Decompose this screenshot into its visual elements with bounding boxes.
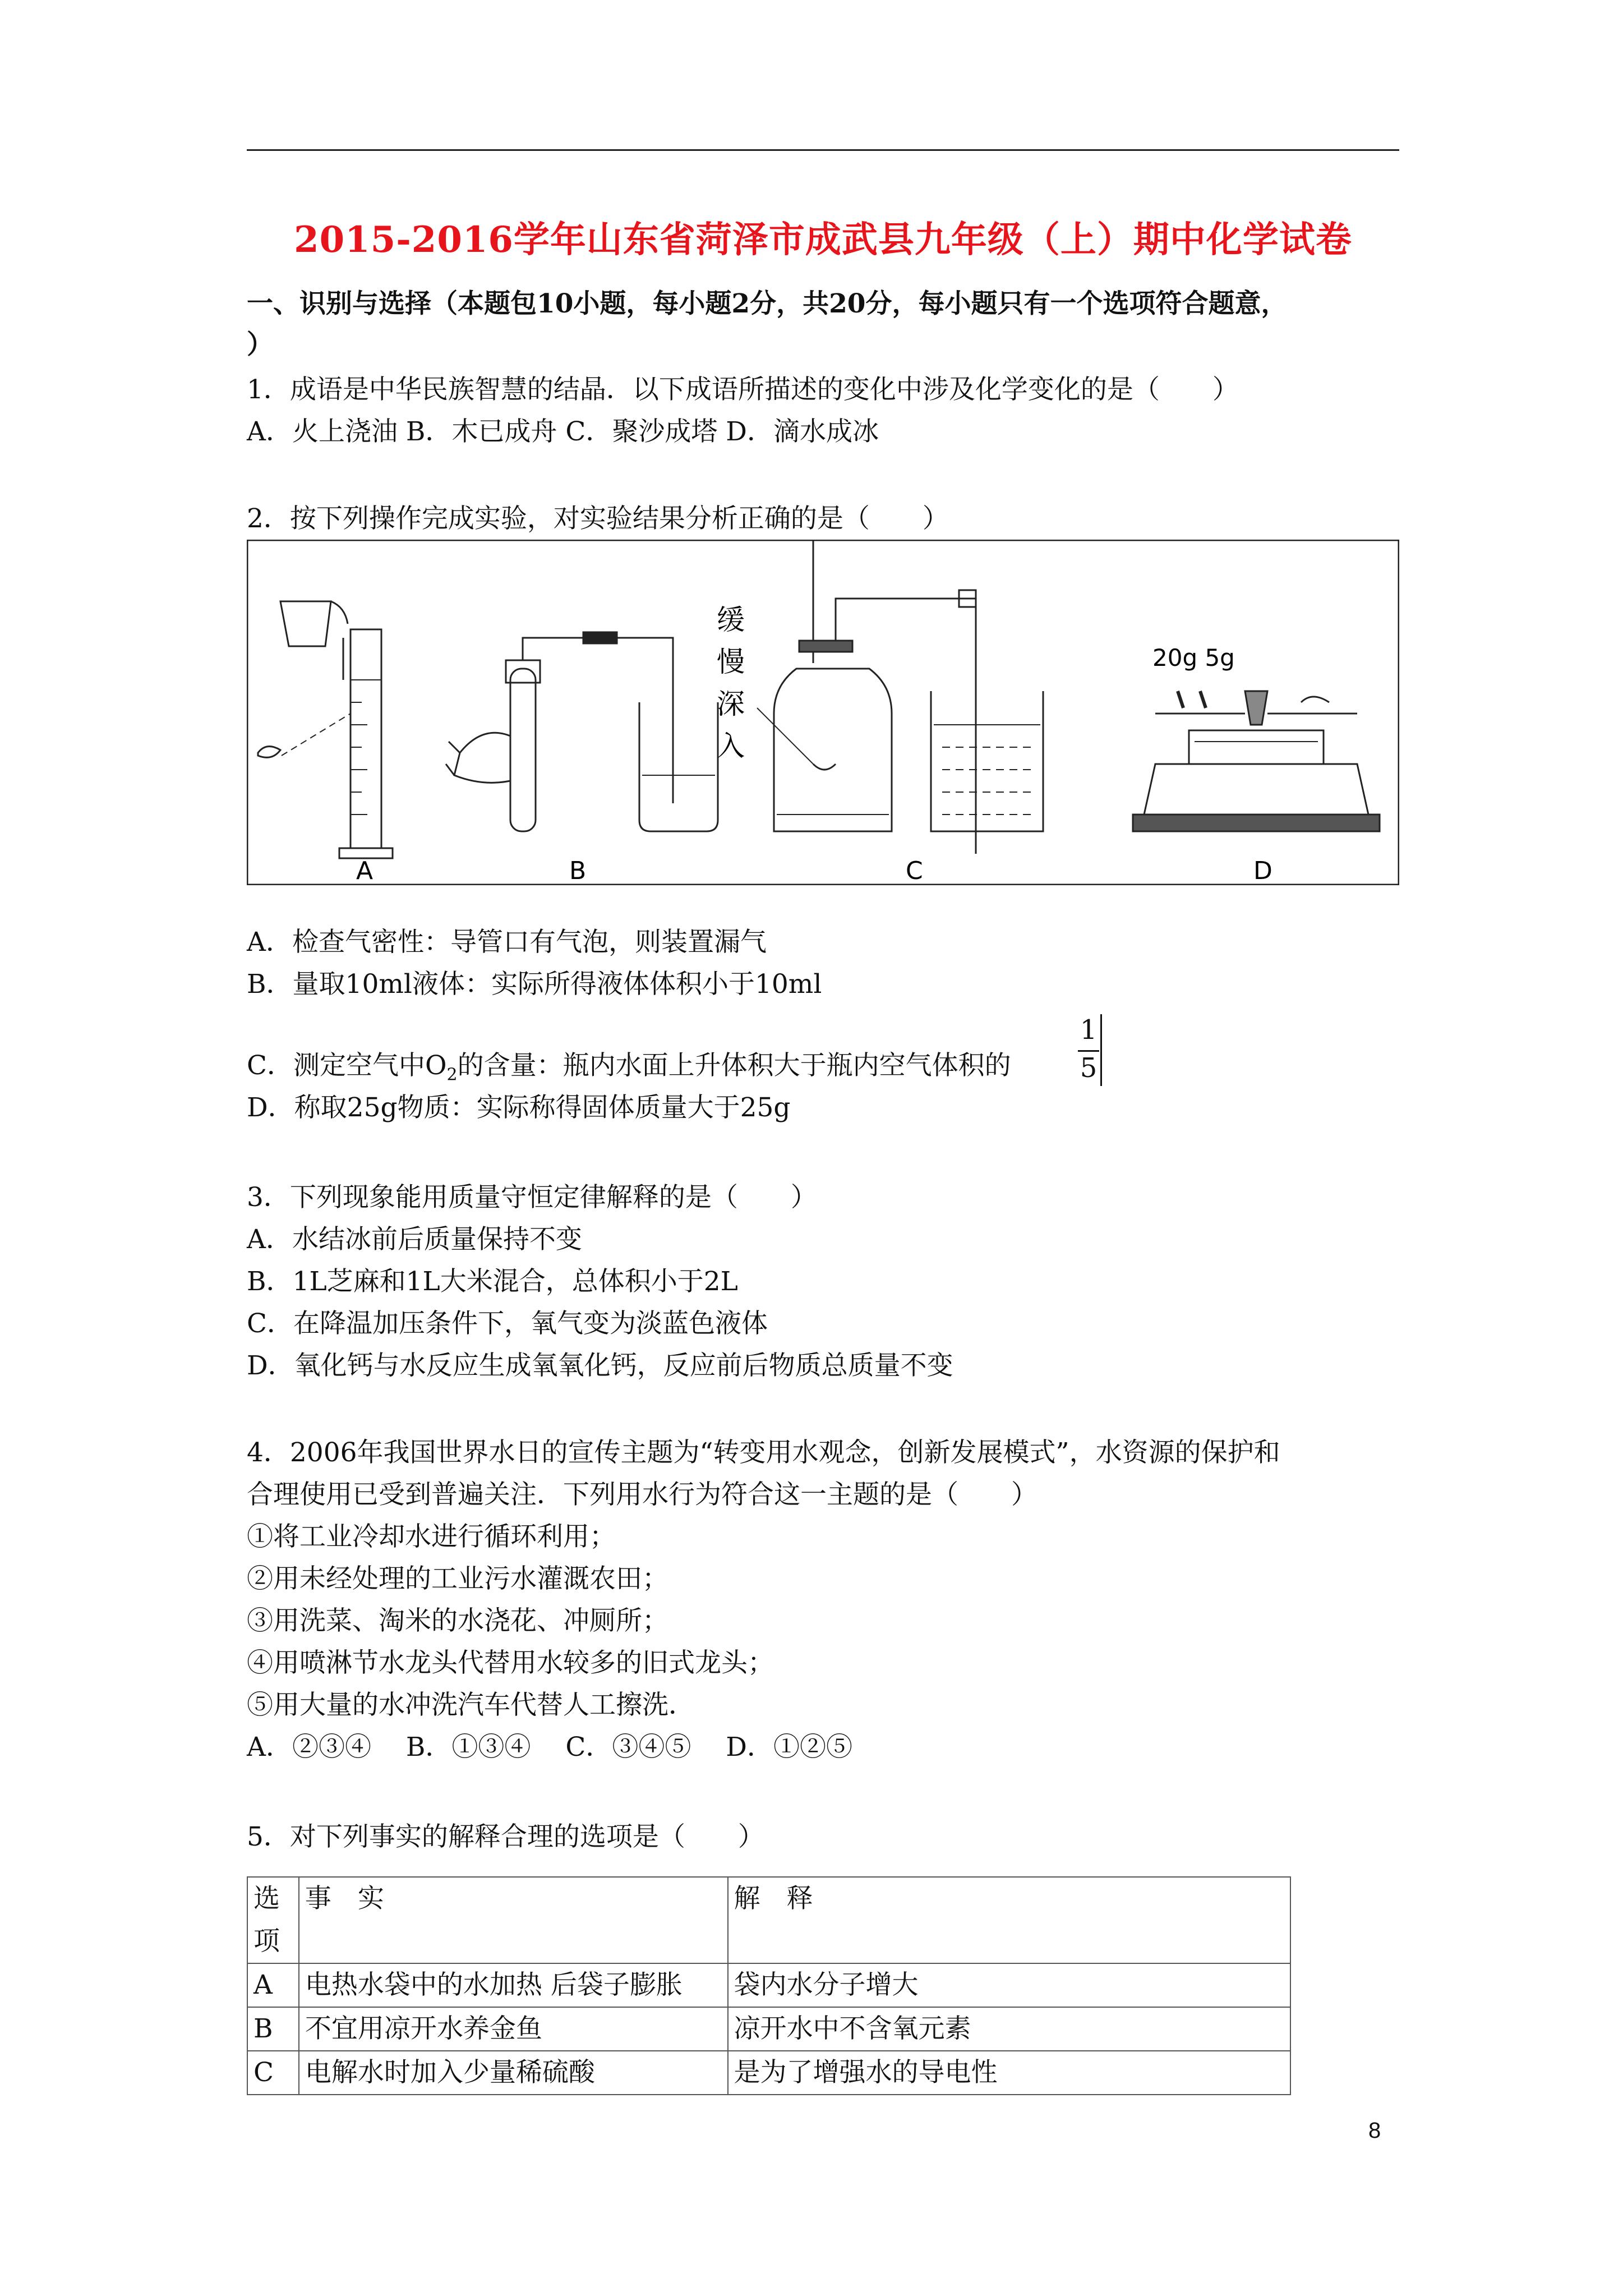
q3-option-b: B．1L芝麻和1L大米混合，总体积小于2L xyxy=(247,1266,738,1297)
fraction-one-fifth: 1 5 xyxy=(1078,1014,1104,1087)
section-heading: 一、识别与选择（本题包10小题，每小题2分，共20分，每小题只有一个选项符合题意， xyxy=(247,288,1288,319)
q1-options: A．火上浇油 B．木已成舟 C．聚沙成塔 D．滴水成冰 xyxy=(247,416,879,447)
label-a: A xyxy=(356,857,374,885)
table-row xyxy=(247,2007,1290,2051)
header-rule xyxy=(247,149,1399,151)
q1-stem: 1．成语是中华民族智慧的结晶．以下成语所描述的变化中涉及化学变化的是（ ） xyxy=(247,374,1239,405)
q4-item-5: ⑤用大量的水冲洗汽车代替人工擦洗． xyxy=(247,1690,695,1720)
table-header-row xyxy=(247,1877,1290,1963)
q4-item-4: ④用喷淋节水龙头代替用水较多的旧式龙头； xyxy=(247,1648,774,1678)
label-b: B xyxy=(569,857,587,885)
svg-text:缓: 缓 xyxy=(717,604,745,636)
row-fact: 电热水袋中的水加热 后袋子膨胀 xyxy=(299,1963,728,2007)
q4-options: A．②③④ B．①③④ C．③④⑤ D．①②⑤ xyxy=(247,1732,852,1763)
apparatus-b-airtightness xyxy=(446,632,718,831)
q2-apparatus-figure xyxy=(247,540,1399,885)
header-option: 选 项 xyxy=(247,1877,299,1963)
apparatus-a-graduated-cylinder xyxy=(258,601,393,858)
q4-stem-cont: 合理使用已受到普遍关注．下列用水行为符合这一主题的是（ ） xyxy=(247,1479,1038,1510)
section-heading-cont: ） xyxy=(247,329,273,360)
text-c-slowly-insert xyxy=(717,604,745,762)
q5-stem: 5．对下列事实的解释合理的选项是（ ） xyxy=(247,1821,764,1852)
row-option: C xyxy=(247,2051,299,2095)
label-c: C xyxy=(906,857,923,885)
apparatus-c-oxygen-content xyxy=(757,540,1043,854)
q2-option-b: B．量取10ml液体：实际所得液体体积小于10ml xyxy=(247,969,822,1000)
q4-item-1: ①将工业冷却水进行循环利用； xyxy=(247,1521,616,1552)
q2-option-c: C．测定空气中$O_2$的含量：瓶内水面上升体积大于瓶内空气体积的 xyxy=(247,1050,1011,1085)
row-explain: 袋内水分子增大 xyxy=(728,1963,1290,2007)
q4-stem: 4．2006年我国世界水日的宣传主题为“转变用水观念，创新发展模式”，水资源的保护和 xyxy=(247,1437,1280,1468)
row-option: B xyxy=(247,2007,299,2051)
row-fact: 电解水时加入少量稀硫酸 xyxy=(299,2051,728,2095)
q5-facts-table xyxy=(247,1876,1291,2095)
q4-item-2: ②用未经处理的工业污水灌溉农田； xyxy=(247,1563,668,1594)
text-d-weights: 20g 5g xyxy=(1152,644,1235,671)
table-row xyxy=(247,1963,1290,2007)
row-option: A xyxy=(247,1963,299,2007)
q3-option-d: D．氧化钙与水反应生成氧氧化钙，反应前后物质总质量不变 xyxy=(247,1350,953,1381)
q3-option-c: C．在降温加压条件下，氧气变为淡蓝色液体 xyxy=(247,1308,768,1339)
svg-text:深: 深 xyxy=(717,688,745,720)
row-fact: 不宜用凉开水养金鱼 xyxy=(299,2007,728,2051)
svg-text:慢: 慢 xyxy=(717,646,745,678)
apparatus-d-balance xyxy=(1133,691,1380,831)
q2-stem: 2．按下列操作完成实验，对实验结果分析正确的是（ ） xyxy=(247,503,949,534)
q2-option-a: A．检查气密性：导管口有气泡，则装置漏气 xyxy=(247,927,767,958)
header-explain: 解 释 xyxy=(728,1877,1290,1963)
page-number: 8 xyxy=(1368,2118,1381,2143)
table-row xyxy=(247,2051,1290,2095)
exam-title: 2015-2016学年山东省菏泽市成武县九年级（上）期中化学试卷 xyxy=(294,219,1352,261)
row-explain: 是为了增强水的导电性 xyxy=(728,2051,1290,2095)
q4-item-3: ③用洗菜、淘米的水浇花、冲厕所； xyxy=(247,1605,668,1636)
label-d: D xyxy=(1253,857,1272,885)
q3-option-a: A．水结冰前后质量保持不变 xyxy=(247,1224,582,1255)
header-fact: 事 实 xyxy=(299,1877,728,1963)
q2-option-d: D．称取25g物质：实际称得固体质量大于25g xyxy=(247,1092,791,1123)
q3-stem: 3．下列现象能用质量守恒定律解释的是（ ） xyxy=(247,1182,817,1213)
row-explain: 凉开水中不含氧元素 xyxy=(728,2007,1290,2051)
svg-text:入: 入 xyxy=(717,730,745,762)
